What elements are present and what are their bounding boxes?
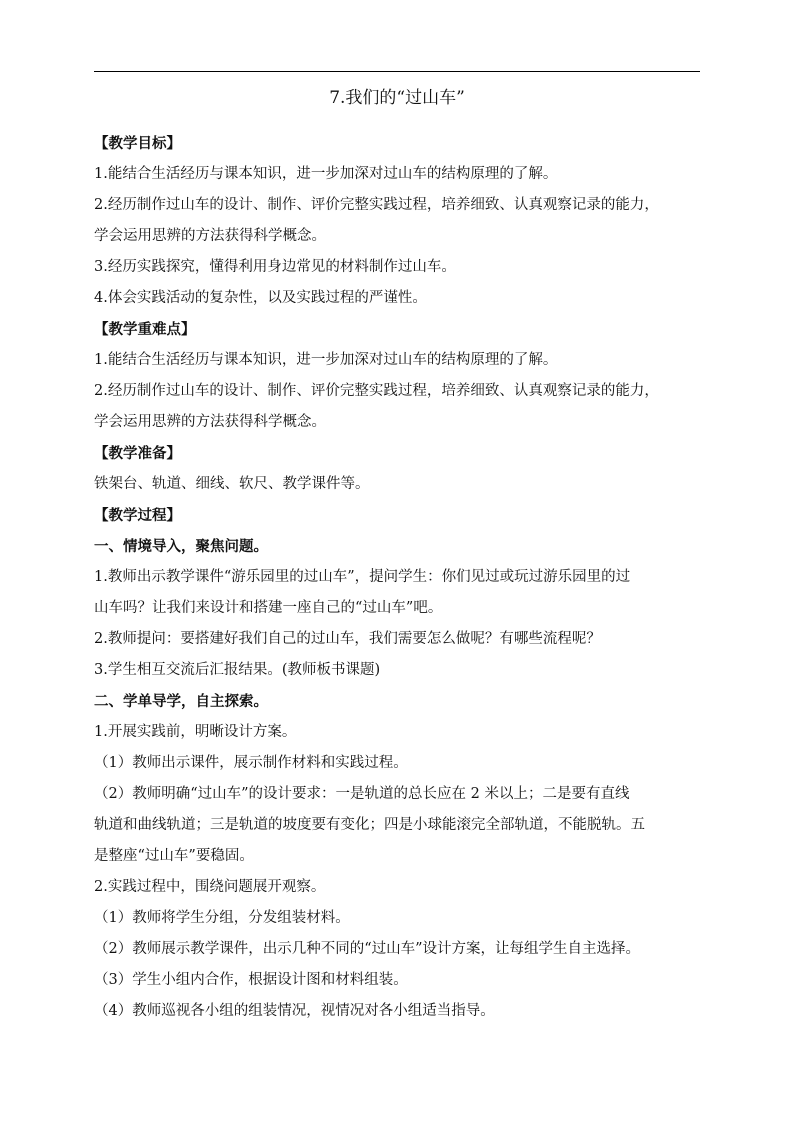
header-rule [94,71,700,72]
text-line: （1）教师出示课件，展示制作材料和实践过程。 [94,755,408,771]
text-line: 3.学生相互交流后汇报结果。(教师板书课题) [94,662,381,678]
text-line: 学会运用思辨的方法获得科学概念。 [94,414,326,430]
section-heading: 【教学准备】 [94,445,181,462]
text-line: 1.开展实践前，明晰设计方案。 [94,724,297,740]
text-line: 1.能结合生活经历与课本知识，进一步加深对过山车的结构原理的了解。 [94,352,558,368]
text-line: 2.经历制作过山车的设计、制作、评价完整实践过程，培养细致、认真观察记录的能力， [94,197,659,213]
text-line: 学会运用思辨的方法获得科学概念。 [94,228,326,244]
text-line: （2）教师明确“过山车”的设计要求：一是轨道的总长应在 2 米以上；二是要有直线 [94,786,630,802]
text-line: （1）教师将学生分组，分发组装材料。 [94,910,350,926]
text-line: 是整座“过山车”要稳固。 [94,848,254,864]
text-line: （2）教师展示教学课件，出示几种不同的“过山车”设计方案，让每组学生自主选择。 [94,941,641,957]
document-title: 7.我们的“过山车” [329,88,465,108]
text-line: （3）学生小组内合作，根据设计图和材料组装。 [94,972,408,988]
text-line: （4）教师巡视各小组的组装情况，视情况对各小组适当指导。 [94,1003,495,1019]
text-line: 1.能结合生活经历与课本知识，进一步加深对过山车的结构原理的了解。 [94,166,558,182]
text-line: 1.教师出示教学课件“游乐园里的过山车”，提问学生：你们见过或玩过游乐园里的过 [94,569,631,585]
text-line: 山车吗？让我们来设计和搭建一座自己的“过山车”吧。 [94,600,443,616]
section-heading: 【教学目标】 [94,135,181,152]
text-line: 轨道和曲线轨道；三是轨道的坡度要有变化；四是小球能滚完全部轨道，不能脱轨。五 [94,817,645,833]
section-heading: 【教学重难点】 [94,321,196,338]
text-line: 2.经历制作过山车的设计、制作、评价完整实践过程，培养细致、认真观察记录的能力， [94,383,659,399]
text-line: 4.体会实践活动的复杂性，以及实践过程的严谨性。 [94,290,427,306]
section-heading: 一、情境导入，聚焦问题。 [94,538,268,555]
text-line: 2.教师提问：要搭建好我们自己的过山车，我们需要怎么做呢？有哪些流程呢？ [94,631,601,647]
text-line: 3.经历实践探究，懂得利用身边常见的材料制作过山车。 [94,259,456,275]
section-heading: 二、学单导学，自主探索。 [94,693,268,710]
text-line: 铁架台、轨道、细线、软尺、教学课件等。 [94,476,370,492]
text-line: 2.实践过程中，围绕问题展开观察。 [94,879,326,895]
document-body [94,128,708,1027]
section-heading: 【教学过程】 [94,507,181,524]
